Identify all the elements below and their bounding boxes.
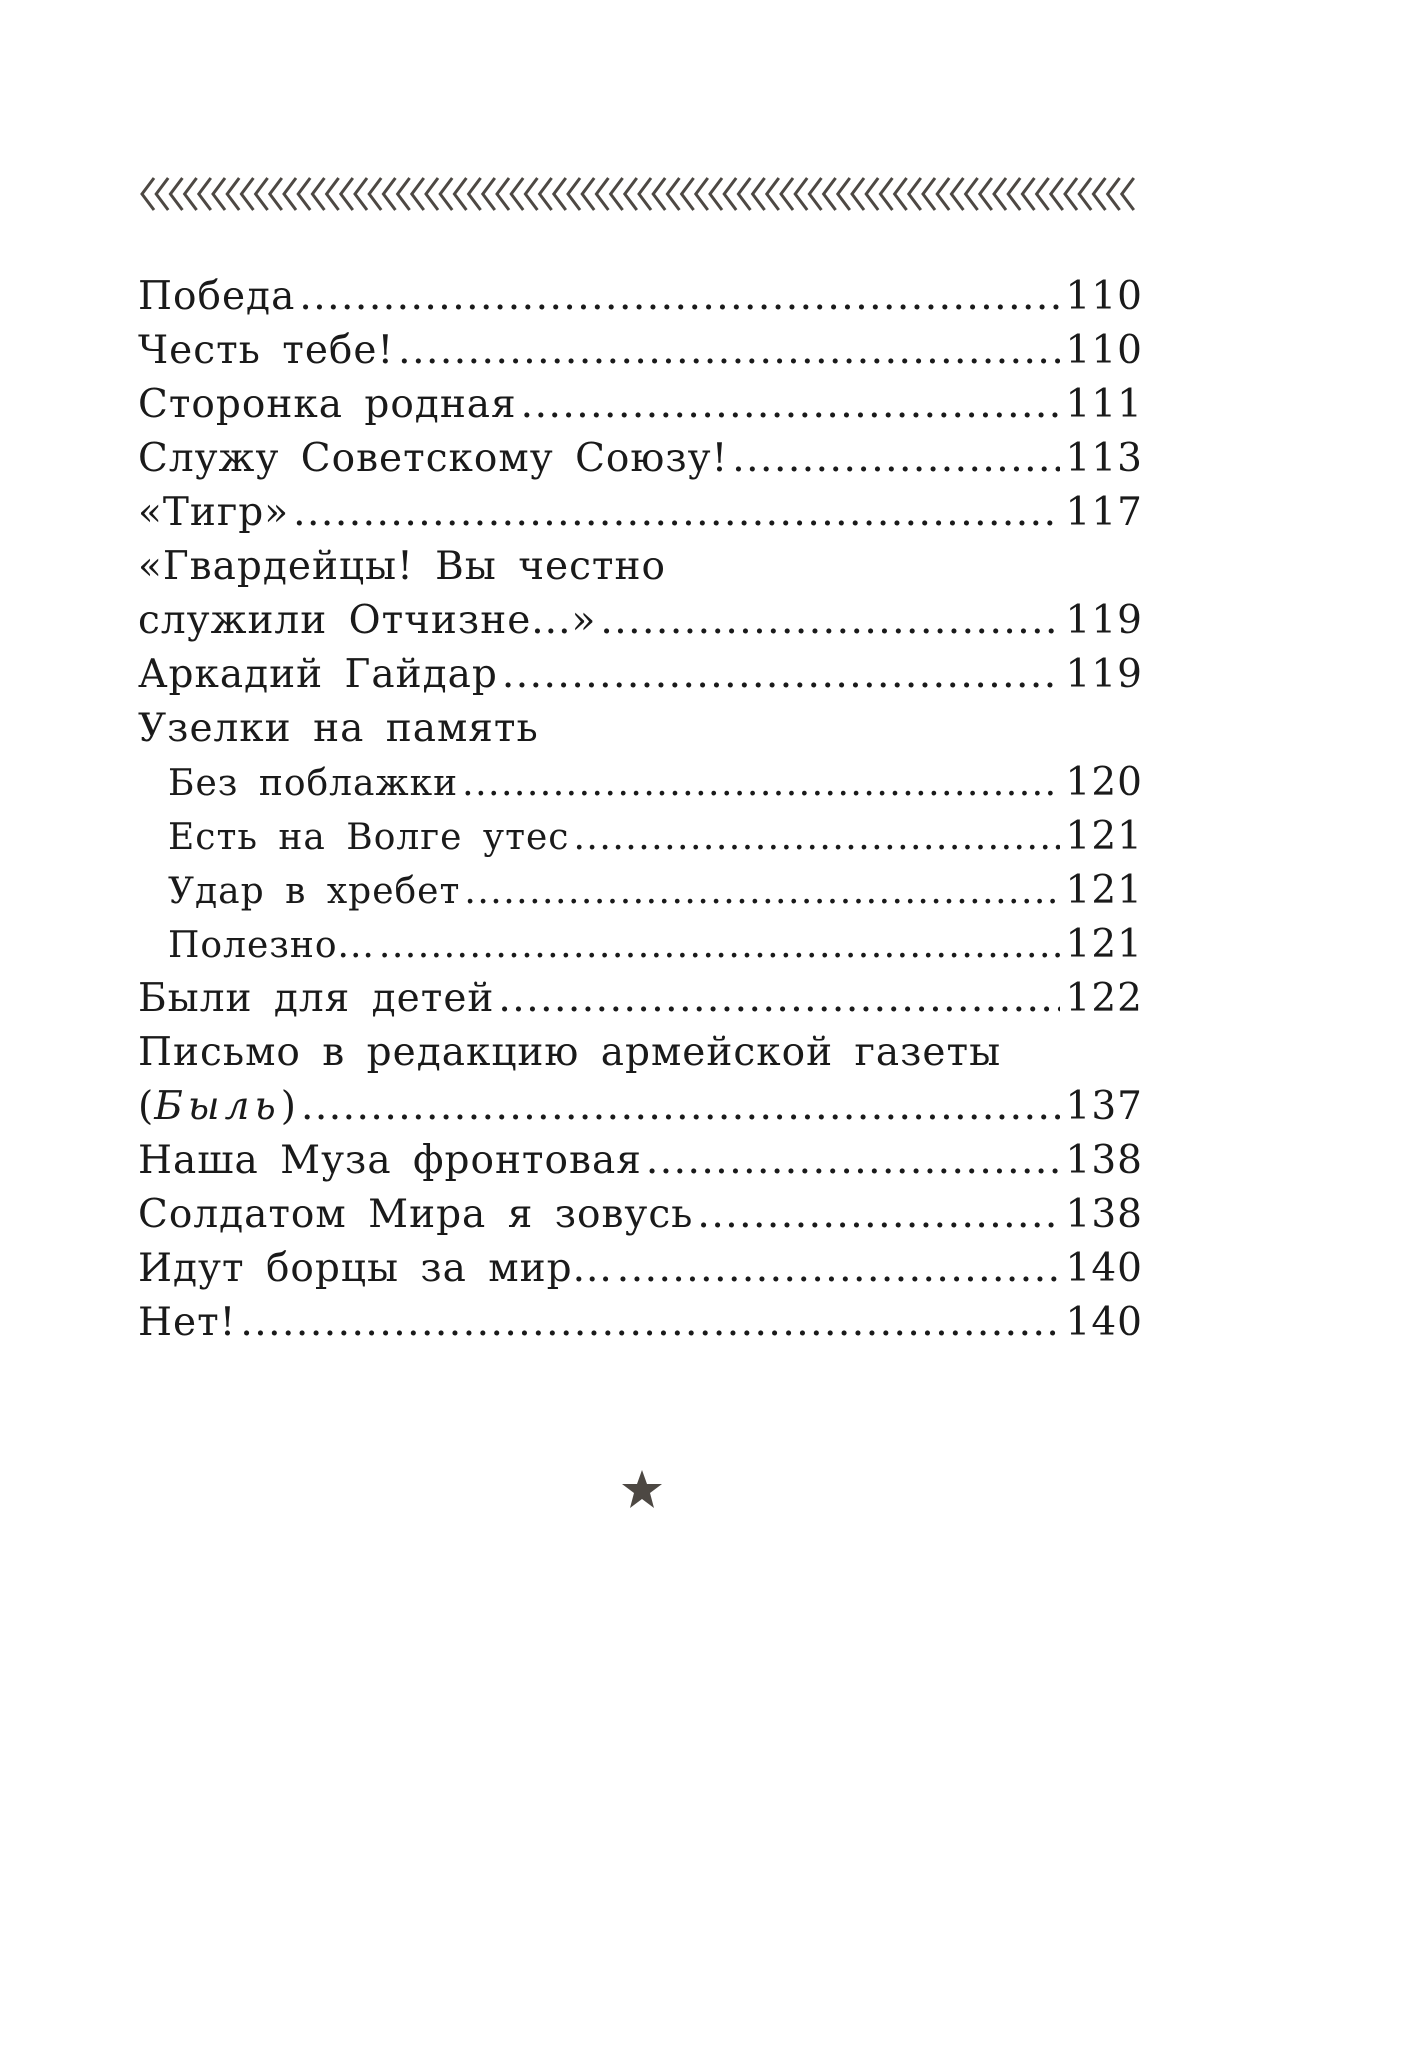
toc-entry[interactable]: [138, 972, 1143, 1026]
toc-entry-first-line[interactable]: [138, 540, 1143, 594]
toc-entry-page: 140: [1065, 1300, 1143, 1345]
genre-note: Быль: [154, 1084, 281, 1129]
chevron-mark: [199, 178, 211, 210]
chevron-mark: [738, 178, 750, 210]
chevron-mark: [341, 178, 353, 210]
toc-entry-title: Победа: [138, 274, 296, 319]
chevron-mark: [838, 178, 850, 210]
dot-leader: [464, 865, 1059, 919]
chevron-mark: [426, 178, 438, 210]
chevron-mark: [241, 178, 253, 210]
chevron-mark: [866, 178, 878, 210]
toc-subentry[interactable]: [138, 918, 1143, 972]
toc-entry[interactable]: [138, 1134, 1143, 1188]
toc-entry-title: Были для детей: [138, 976, 495, 1021]
chevron-mark: [497, 178, 509, 210]
chevron-mark: [1122, 178, 1134, 210]
toc-entry-page: 117: [1065, 490, 1143, 535]
chevron-mark: [767, 178, 779, 210]
chevron-mark: [611, 178, 623, 210]
chevron-mark: [596, 178, 608, 210]
chevron-mark: [1022, 178, 1034, 210]
toc-entry[interactable]: [138, 324, 1143, 378]
dot-leader: [398, 324, 1059, 378]
chevron-mark: [483, 178, 495, 210]
toc-entry-title: Наша Муза фронтовая: [138, 1138, 642, 1183]
chevron-mark: [440, 178, 452, 210]
toc-entry[interactable]: [138, 1188, 1143, 1242]
chevron-mark: [1065, 178, 1077, 210]
toc-entry-title: Без поблажки: [168, 763, 459, 804]
toc-subentry[interactable]: [138, 810, 1143, 864]
chevron-mark: [383, 178, 395, 210]
chevron-mark: [951, 178, 963, 210]
chevron-mark: [270, 178, 282, 210]
dot-leader: [617, 1242, 1060, 1296]
toc-entry-title: Удар в хребет: [168, 871, 461, 912]
toc-entry-page: 137: [1065, 1084, 1143, 1129]
chevron-mark: [895, 178, 907, 210]
chevron-mark: [525, 178, 537, 210]
chevron-mark: [710, 178, 722, 210]
chevron-mark: [355, 178, 367, 210]
toc-entry-page: 140: [1065, 1246, 1143, 1291]
chevron-mark: [753, 178, 765, 210]
dot-leader: [379, 919, 1060, 973]
chevron-mark: [398, 178, 410, 210]
chevron-mark: [966, 178, 978, 210]
dot-leader: [301, 1080, 1060, 1134]
chevron-mark: [540, 178, 552, 210]
toc-entry-page: 122: [1065, 976, 1143, 1021]
toc-entry-page: 110: [1065, 274, 1143, 319]
dot-leader: [646, 1134, 1060, 1188]
chevron-mark: [582, 178, 594, 210]
toc-entry-title: Идут борцы за мир...: [138, 1246, 613, 1291]
toc-entry-page: 119: [1065, 598, 1143, 643]
toc-entry-page: 113: [1065, 436, 1143, 481]
chevron-mark: [454, 178, 466, 210]
chevron-mark: [568, 178, 580, 210]
star-icon: [621, 1468, 663, 1510]
toc-entry[interactable]: [138, 1080, 1143, 1134]
toc-entry[interactable]: [138, 1242, 1143, 1296]
chevron-mark: [1008, 178, 1020, 210]
toc-entry-title: Нет!: [138, 1300, 237, 1345]
chevron-mark: [639, 178, 651, 210]
toc-entry-title: Письмо в редакцию армейской газеты: [138, 1030, 1002, 1075]
chevron-mark: [653, 178, 665, 210]
toc-entry-page: 121: [1065, 868, 1143, 913]
toc-entry-page: 110: [1065, 328, 1143, 373]
toc-entry-first-line[interactable]: [138, 1026, 1143, 1080]
toc-entry[interactable]: [138, 486, 1143, 540]
toc-section-title: Узелки на память: [138, 706, 539, 751]
chevron-mark: [284, 178, 296, 210]
chevron-mark: [909, 178, 921, 210]
toc-entry-title: Есть на Волге утес: [168, 817, 570, 858]
chevron-mark: [1079, 178, 1091, 210]
chevron-border-icon: [140, 172, 1148, 216]
toc-entry-title-continued: служили Отчизне...»: [138, 598, 597, 643]
chevron-mark: [880, 178, 892, 210]
toc-entry-title: Честь тебе!: [138, 328, 395, 373]
chevron-mark: [923, 178, 935, 210]
chevron-mark: [795, 178, 807, 210]
chevron-mark: [809, 178, 821, 210]
chevron-mark: [852, 178, 864, 210]
chevron-mark: [994, 178, 1006, 210]
chevron-mark: [1108, 178, 1120, 210]
chevron-mark: [185, 178, 197, 210]
dot-leader: [732, 432, 1059, 486]
chevron-mark: [781, 178, 793, 210]
chevron-mark: [1093, 178, 1105, 210]
dot-leader: [697, 1188, 1059, 1242]
dot-leader: [573, 811, 1059, 865]
toc-entry[interactable]: [138, 1296, 1143, 1350]
chevron-mark: [980, 178, 992, 210]
toc-entry[interactable]: [138, 594, 1143, 648]
chevron-mark: [1051, 178, 1063, 210]
toc-entry-page: 138: [1065, 1192, 1143, 1237]
toc-entry-title: Солдатом Мира я зовусь: [138, 1192, 694, 1237]
chevron-mark: [256, 178, 268, 210]
dot-leader: [462, 757, 1059, 811]
chevron-mark: [469, 178, 481, 210]
toc-entry[interactable]: [138, 270, 1143, 324]
chevron-mark: [412, 178, 424, 210]
toc-entry-page: 111: [1065, 382, 1143, 427]
toc-entry[interactable]: [138, 378, 1143, 432]
dot-leader: [299, 270, 1059, 324]
toc-entry-page: 121: [1065, 814, 1143, 859]
chevron-mark: [625, 178, 637, 210]
chevron-mark: [682, 178, 694, 210]
chevron-mark: [170, 178, 182, 210]
dot-leader: [293, 486, 1059, 540]
toc-entry-page: 121: [1065, 922, 1143, 967]
toc-entry-page: 120: [1065, 760, 1143, 805]
toc-entry[interactable]: [138, 648, 1143, 702]
toc-entry-title: «Гвардейцы! Вы честно: [138, 544, 666, 589]
chevron-mark: [298, 178, 310, 210]
chevron-mark: [511, 178, 523, 210]
toc-entry-title: Аркадий Гайдар: [138, 652, 498, 697]
chevron-mark: [312, 178, 324, 210]
toc-entry-title: «Тигр»: [138, 490, 290, 535]
toc-entry-page: 138: [1065, 1138, 1143, 1183]
table-of-contents: [138, 270, 1143, 1350]
toc-subentry[interactable]: [138, 756, 1143, 810]
dot-leader: [600, 594, 1059, 648]
paren-close: ): [280, 1084, 297, 1129]
chevron-mark: [156, 178, 168, 210]
paren-open: (: [138, 1084, 155, 1129]
toc-entry-title: Полезно...: [168, 925, 375, 966]
dot-leader: [498, 972, 1059, 1026]
toc-entry-title: Сторонка родная: [138, 382, 517, 427]
toc-section-heading[interactable]: [138, 702, 1143, 756]
chevron-mark: [213, 178, 225, 210]
chevron-mark: [369, 178, 381, 210]
toc-entry-title: Служу Советскому Союзу!: [138, 436, 729, 481]
toc-entry-title-continued: [138, 1080, 297, 1134]
chevron-mark: [824, 178, 836, 210]
chevron-mark: [696, 178, 708, 210]
toc-entry[interactable]: [138, 432, 1143, 486]
dot-leader: [502, 648, 1060, 702]
chevron-mark: [937, 178, 949, 210]
chevron-mark: [554, 178, 566, 210]
dot-leader: [521, 378, 1060, 432]
chevron-mark: [1037, 178, 1049, 210]
chevron-mark: [327, 178, 339, 210]
dot-leader: [240, 1296, 1059, 1350]
toc-subentry[interactable]: [138, 864, 1143, 918]
chevron-mark: [142, 178, 154, 210]
toc-entry-page: 119: [1065, 652, 1143, 697]
chevron-mark: [724, 178, 736, 210]
chevron-mark: [667, 178, 679, 210]
chevron-mark: [227, 178, 239, 210]
